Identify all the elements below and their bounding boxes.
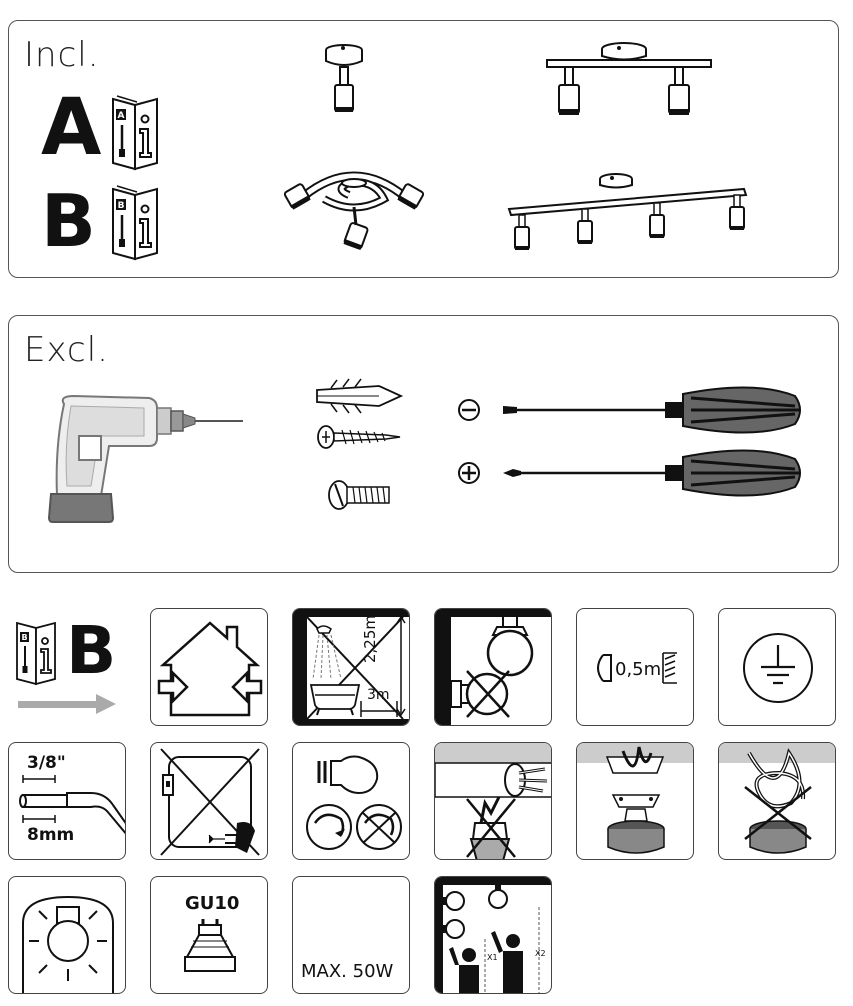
wall-mount-tile xyxy=(434,608,552,726)
lamp-heat-tile xyxy=(8,876,126,994)
double-spotlight-bar-icon xyxy=(539,41,719,141)
max-power-tile xyxy=(292,876,410,994)
excluded-panel xyxy=(8,315,839,573)
min-distance-label: 0,5m xyxy=(615,659,662,680)
wall-switch-prohibited-icon xyxy=(151,743,268,860)
manual-b-booklet-icon xyxy=(109,181,161,263)
indoor-use-tile xyxy=(150,608,268,726)
wire-gauge-label: 3/8" xyxy=(27,753,66,773)
manual-a-letter: A xyxy=(41,83,102,173)
person-x2-label: X2 xyxy=(535,949,546,958)
svg-text:B: B xyxy=(21,633,28,642)
min-distance-tile xyxy=(576,608,694,726)
lamp-heat-radiation-icon xyxy=(9,877,126,994)
bulb-type-label: GU10 xyxy=(185,893,240,914)
included-panel xyxy=(8,20,839,278)
max-power-label: MAX. 50W xyxy=(301,961,394,982)
no-dimmer-tile xyxy=(150,742,268,860)
wall-mount-prohibited-icon xyxy=(435,609,552,726)
phillips-screwdriver-icon xyxy=(455,443,815,503)
spiral-triple-spotlight-icon xyxy=(279,161,429,256)
svg-text:B: B xyxy=(117,201,125,211)
earth-ground-icon xyxy=(719,609,836,726)
manual-b-letter: B xyxy=(41,179,96,263)
flat-screwdriver-icon xyxy=(455,378,815,438)
manual-a-booklet-icon xyxy=(109,91,161,173)
person-x1-label: X1 xyxy=(487,953,498,962)
tangled-wire-prohibited-icon xyxy=(719,743,836,860)
bath-height-label: 2,25m xyxy=(361,614,379,663)
earth-ground-tile xyxy=(718,608,836,726)
installation-height-tile xyxy=(434,876,552,994)
no-tangled-wire-tile xyxy=(718,742,836,860)
wall-plug-icon xyxy=(309,378,409,414)
ceiling-box-tile xyxy=(576,742,694,860)
single-spotlight-icon xyxy=(309,41,379,136)
included-title: Incl. xyxy=(24,35,100,75)
lamp-type-tile xyxy=(292,742,410,860)
lamp-type-icon xyxy=(293,743,410,860)
no-wire-crimp-tile xyxy=(434,742,552,860)
instruction-manual-letter: B xyxy=(66,612,117,689)
strip-length-label: 8mm xyxy=(27,825,75,845)
bath-width-label: 3m xyxy=(367,687,390,703)
bathroom-zone-tile xyxy=(292,608,410,726)
wire-strip-tile xyxy=(8,742,126,860)
manual-b-small-booklet-icon xyxy=(14,616,58,688)
bulb-type-tile xyxy=(150,876,268,994)
svg-text:A: A xyxy=(117,111,125,121)
excluded-title: Excl. xyxy=(24,330,109,370)
wood-screw-icon xyxy=(314,422,404,452)
ceiling-junction-box-icon xyxy=(577,743,694,860)
house-indoor-icon xyxy=(151,609,268,726)
bathroom-zone-icon xyxy=(293,609,410,726)
drill-icon xyxy=(39,386,249,526)
arrow-right-icon xyxy=(18,694,118,714)
quadruple-spotlight-bar-icon xyxy=(504,169,754,259)
installation-height-icon xyxy=(435,877,552,994)
machine-screw-icon xyxy=(325,478,395,512)
wire-near-lamp-prohibited-icon xyxy=(435,743,552,860)
